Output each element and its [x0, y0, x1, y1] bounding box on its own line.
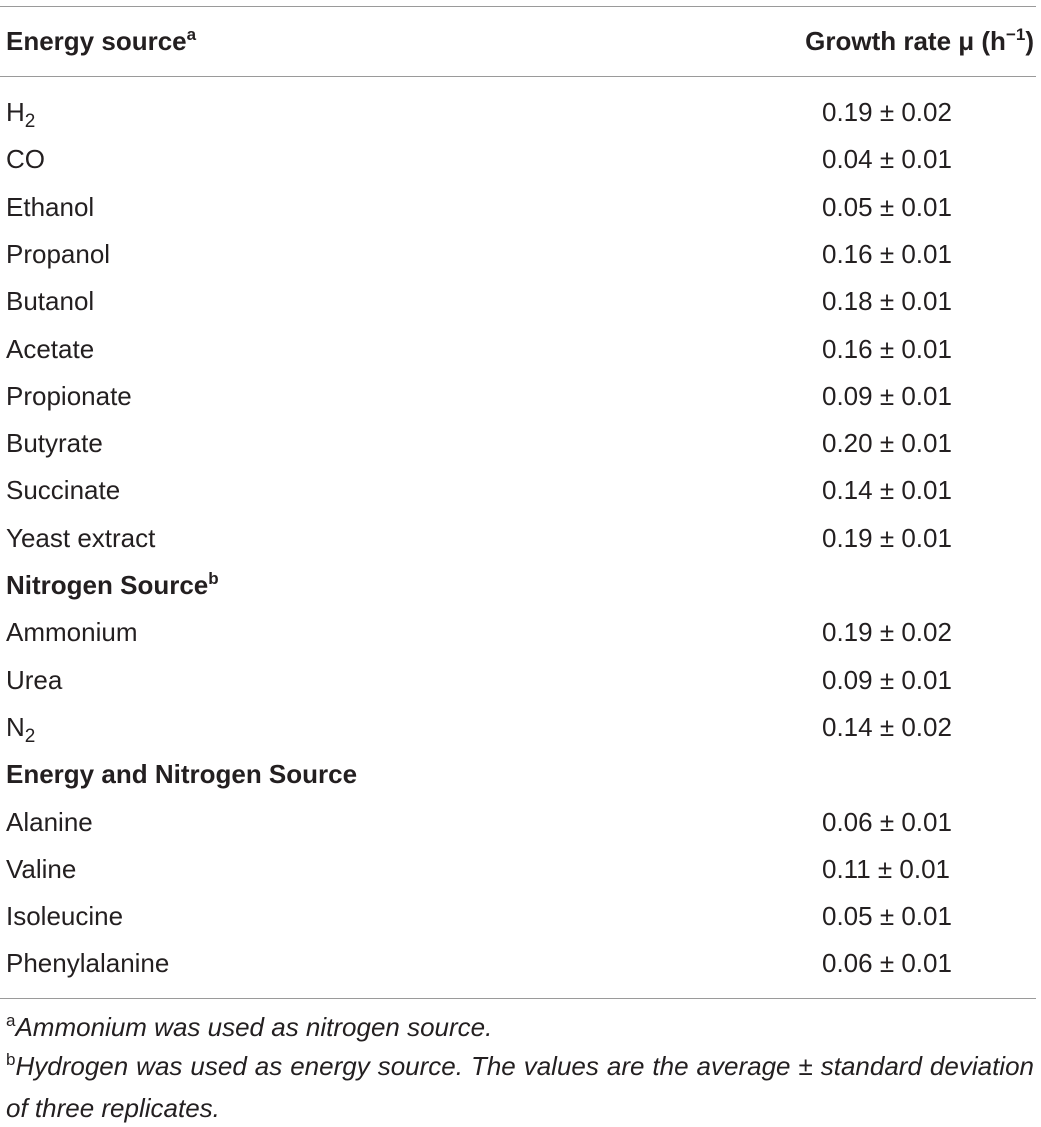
table-row	[0, 278, 1036, 325]
table-bottom-rule	[0, 998, 1036, 999]
source-name	[6, 89, 35, 139]
section-title	[6, 562, 219, 612]
source-name	[6, 326, 94, 373]
source-name-text: N	[6, 712, 25, 742]
growth-rate-value: 0.18 ± 0.01	[822, 286, 952, 316]
unit-exponent: −1	[1005, 25, 1026, 44]
source-name	[6, 657, 62, 704]
growth-rate-value: 0.11 ± 0.01	[822, 854, 950, 884]
source-name-text: Valine	[6, 854, 77, 884]
header-rule	[0, 76, 1036, 77]
source-name	[6, 799, 93, 846]
table-row	[0, 231, 1036, 278]
section-title-text: Nitrogen Source	[6, 570, 209, 600]
table-row	[0, 940, 1036, 987]
growth-rate-value: 0.19 ± 0.02	[822, 617, 952, 647]
footnote-b	[6, 1047, 1034, 1127]
section-title-text: Energy and Nitrogen Source	[6, 759, 358, 789]
header-growth-rate	[805, 19, 1034, 67]
source-name	[6, 231, 110, 278]
section-header	[0, 562, 1036, 609]
growth-rate-value: 0.09 ± 0.01	[822, 665, 952, 695]
table-row	[0, 420, 1036, 467]
growth-rate-value: 0.04 ± 0.01	[822, 144, 952, 174]
source-name	[6, 515, 155, 562]
source-name	[6, 704, 35, 754]
source-name-text: Propionate	[6, 381, 132, 411]
growth-rate-value: 0.20 ± 0.01	[822, 428, 952, 458]
growth-rate-value: 0.06 ± 0.01	[822, 807, 952, 837]
source-name-text: Acetate	[6, 334, 95, 364]
source-name	[6, 278, 94, 325]
footnote-b-text: Hydrogen was used as energy source. The values are the average ± standard deviation of three replicates.	[6, 1051, 1034, 1123]
growth-rate-value: 0.06 ± 0.01	[822, 948, 952, 978]
section-title	[6, 751, 357, 798]
subscript: 2	[24, 111, 36, 132]
table-row	[0, 704, 1036, 751]
source-name-text: Butyrate	[6, 428, 103, 458]
source-name-text: Butanol	[6, 286, 95, 316]
table-row	[0, 184, 1036, 231]
source-name-text: Propanol	[6, 239, 111, 269]
footnote-b-mark: b	[6, 1050, 16, 1069]
header-growth-rate-label: Growth rate μ (h	[805, 26, 1006, 56]
growth-rate-value: 0.09 ± 0.01	[822, 381, 952, 411]
source-name	[6, 420, 103, 467]
header-energy-source-label: Energy source	[6, 26, 187, 56]
table-row	[0, 467, 1036, 514]
growth-rate-value: 0.05 ± 0.01	[822, 901, 952, 931]
header-close-paren: )	[1025, 26, 1034, 56]
source-name	[6, 184, 94, 231]
table-row	[0, 326, 1036, 373]
footnote-a-text: Ammonium was used as nitrogen source.	[15, 1012, 493, 1042]
table-row	[0, 609, 1036, 656]
section-header	[0, 751, 1036, 798]
source-name-text: Yeast extract	[6, 523, 156, 553]
source-name-text: H	[6, 97, 25, 127]
source-name	[6, 136, 45, 183]
growth-rate-value: 0.05 ± 0.01	[822, 192, 952, 222]
source-name-text: Isoleucine	[6, 901, 124, 931]
source-name	[6, 893, 123, 940]
growth-rate-value: 0.16 ± 0.01	[822, 334, 952, 364]
table-top-rule	[0, 6, 1036, 7]
table-row	[0, 373, 1036, 420]
footnote-mark-a: a	[186, 25, 197, 44]
table-row	[0, 136, 1036, 183]
source-name	[6, 609, 137, 656]
table-header	[0, 19, 1036, 66]
source-name-text: Phenylalanine	[6, 948, 170, 978]
source-name-text: CO	[6, 144, 45, 174]
source-name-text: Succinate	[6, 475, 121, 505]
source-name-text: Ammonium	[6, 617, 138, 647]
growth-rate-value: 0.14 ± 0.02	[822, 712, 952, 742]
footnote-a-mark: a	[6, 1011, 16, 1030]
source-name	[6, 940, 169, 987]
footnote-a	[6, 1008, 1034, 1050]
table-row	[0, 846, 1036, 893]
header-energy-source	[6, 19, 196, 67]
table-row	[0, 799, 1036, 846]
source-name	[6, 373, 132, 420]
table-row	[0, 89, 1036, 136]
table-row	[0, 893, 1036, 940]
source-name-text: Urea	[6, 665, 63, 695]
growth-rate-value: 0.19 ± 0.02	[822, 97, 952, 127]
subscript: 2	[24, 726, 36, 747]
growth-rate-value: 0.14 ± 0.01	[822, 475, 952, 505]
source-name	[6, 467, 120, 514]
table-row	[0, 515, 1036, 562]
table-row	[0, 657, 1036, 704]
growth-rate-value: 0.19 ± 0.01	[822, 523, 952, 553]
source-name-text: Alanine	[6, 807, 93, 837]
footnote-mark: b	[208, 569, 219, 588]
source-name	[6, 846, 76, 893]
source-name-text: Ethanol	[6, 192, 95, 222]
growth-rate-value: 0.16 ± 0.01	[822, 239, 952, 269]
